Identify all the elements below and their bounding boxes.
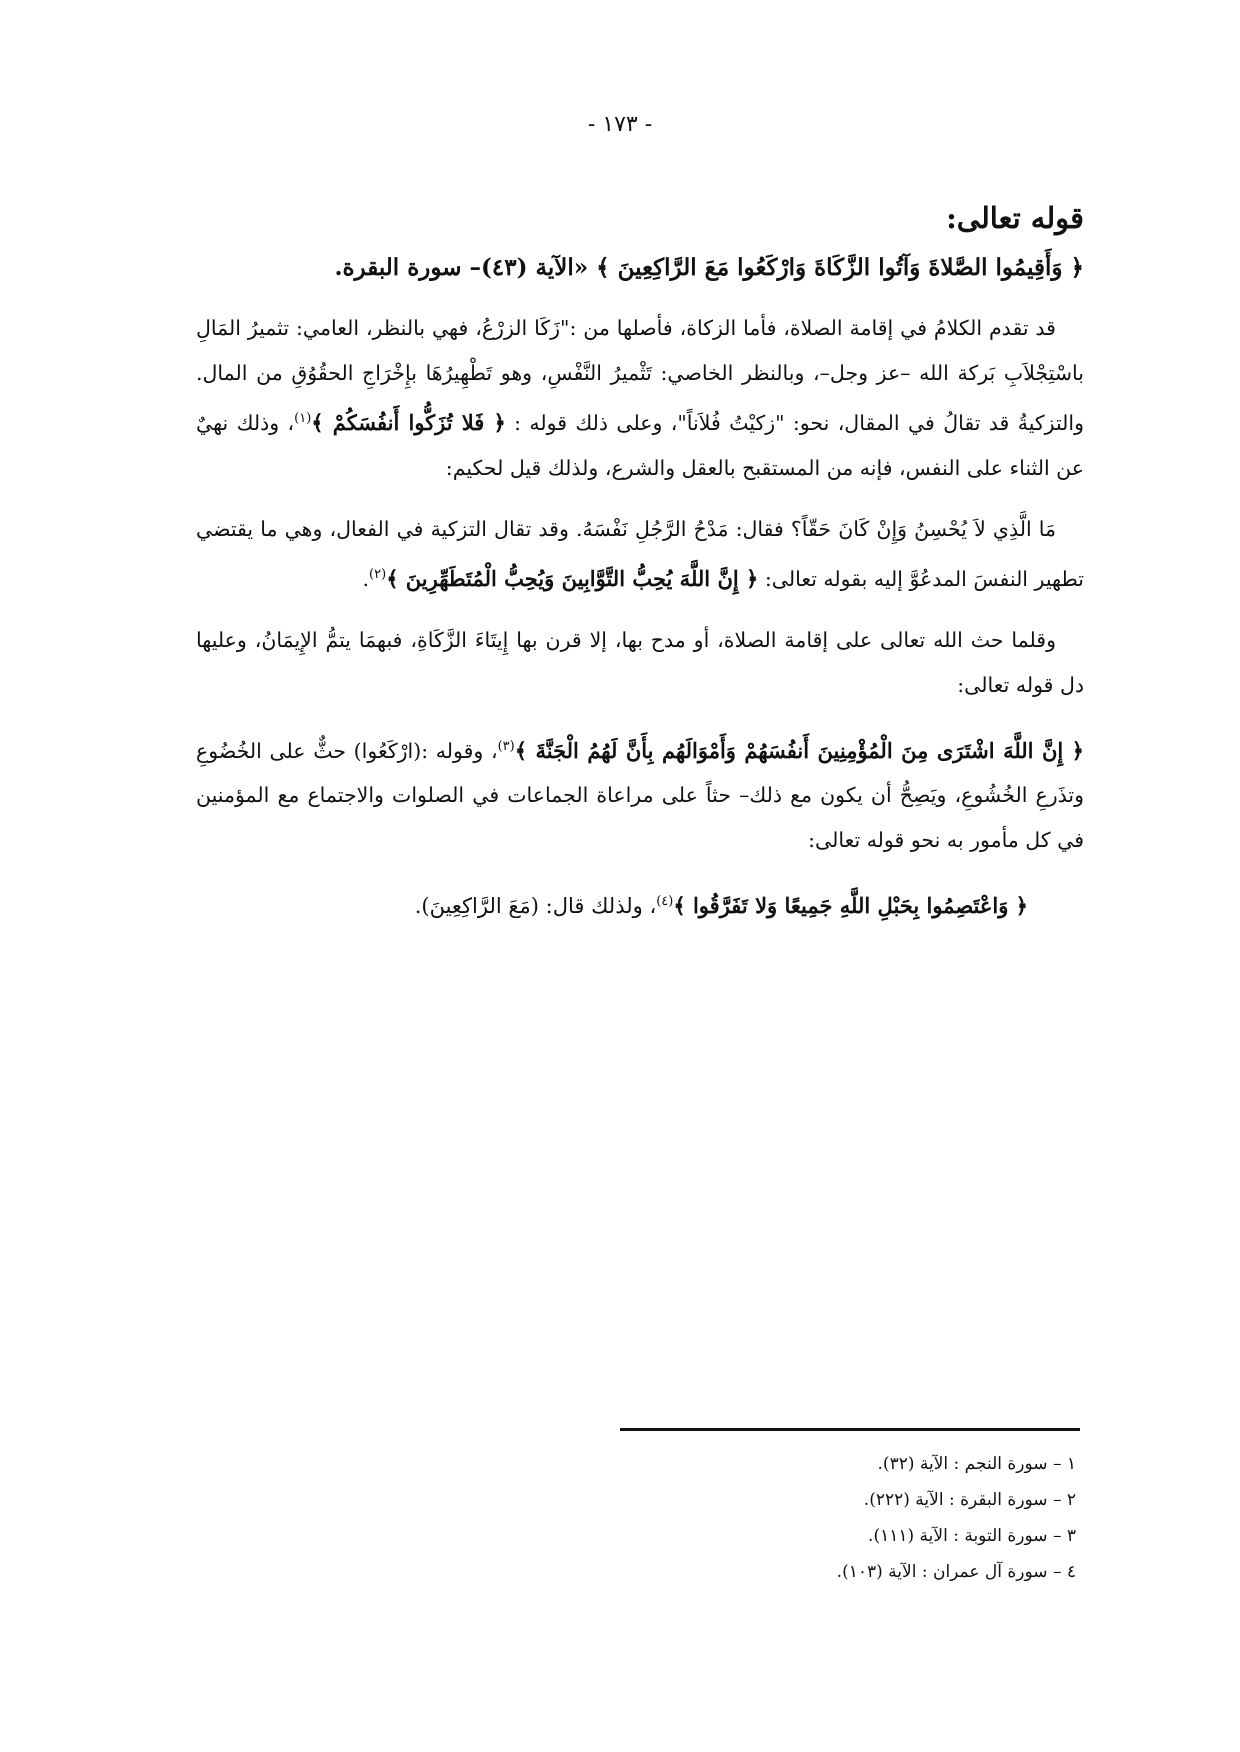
quran-quote: ﴿ إِنَّ اللَّهَ اشْتَرَى مِنَ الْمُؤْمِنِينَ أَنفُسَهُمْ وَأَمْوَالَهُم بِأَنَّ لَهُمُ الْجَنَّةَ ﴾: [514, 737, 1084, 763]
quran-quote: ﴿ فَلا تُزَكُّوا أَنفُسَكُمْ ﴾: [311, 409, 506, 435]
paragraph-text: وقلما حث الله تعالى على إقامة الصلاة، أو مدح بها، إلا قرن بها إِيتَاءَ الزَّكَاةِ، فبهمَا يتمُّ الإِيمَانُ، وعليها دل قوله تعالى:: [196, 627, 1084, 697]
page-number: - ١٧٣ -: [587, 112, 653, 137]
paragraph-final-verse: [196, 879, 1084, 929]
footnote-4: ٤ – سورة آل عمران : الآية (١٠٣).: [836, 1562, 1076, 1582]
paragraph-self-praise: [196, 507, 1084, 602]
footnote-ref: (٢): [369, 566, 387, 582]
paragraph-text: ، ولذلك قال: (مَعَ الرَّاكِعِينَ).: [414, 894, 657, 919]
paragraph-zakat-meaning: [196, 306, 1084, 491]
paragraph-text: قد تقدم الكلامُ في إقامة الصلاة، فأما الزكاة، فأصلها من :"زَكَا الزرْعُ، فهي بالنظر، العامي: تثميرُ المَالِ باسْتِجْلاَبِ بَركة الله –عز وجل–، وبالنظر الخاصي: تَثْميرُ النَّفْسِ، وهو تَطْهِيرُهَا بإِخْرَاجِ الحقُوُقِ من المال. والتزكيةُ قد تقالُ في المقال، نحو: "زكيْتُ فُلاَناً"، وعلى ذلك قوله :: [196, 316, 1084, 435]
paragraph-text: مَا الَّذِي لاَ يُحْسِنُ وَإِنْ كَانَ حَقّاً؟ فقال: مَدْحُ الرَّجُلِ نَفْسَهُ. وقد تقال التزكية في الفعال، وهي ما يقتضي تطهير النفسَ المدعُوَّ إليه بقوله تعالى:: [196, 516, 1084, 591]
footnote-1: ١ – سورة النجم : الآية (٣٢).: [877, 1454, 1076, 1474]
main-verse: ﴿ وَأَقِيمُوا الصَّلاةَ وَآتُوا الزَّكَاةَ وَارْكَعُوا مَعَ الرَّاكِعِينَ ﴾ «الآية (٤٣)– سورة البقرة.: [334, 254, 1084, 281]
page-body: [196, 198, 1084, 929]
paragraph-text: .: [362, 566, 370, 591]
footnotes: [620, 1446, 1076, 1590]
paragraph-bowing: [196, 724, 1084, 864]
footnote-3: ٣ – سورة التوبة : الآية (١١١).: [868, 1526, 1076, 1546]
footnote-2: ٢ – سورة البقرة : الآية (٢٢٢).: [863, 1490, 1076, 1510]
footnote-ref: (٤): [656, 894, 674, 910]
paragraph-text: ، وقوله :(ارْكَعُوا) حثٌّ على الخُضُوعِ وتذَرعِ الخُشُوعِ، ويَصِحُّ أن يكون مع ذلك– حثاً على مراعاة الجماعات في الصلوات والاجتماع مع المؤمنين في كل مأمور به نحو قوله تعالى:: [196, 738, 1084, 853]
paragraph-text: ، وذلك نهيٌ عن الثناء على النفس، فإنه من المستقبح بالعقل والشرع، ولذلك قيل لحكيم:: [196, 410, 1084, 480]
quran-quote: ﴿ إِنَّ اللَّهَ يُحِبُّ التَّوَّابِينَ وَيُحِبُّ الْمُتَطَهِّرِينَ ﴾: [386, 565, 759, 591]
footnote-ref: (٣): [497, 738, 515, 754]
footnote-separator: [620, 1428, 1080, 1431]
footnote-ref: (١): [294, 411, 312, 426]
paragraph-prayer-zakat: [196, 618, 1084, 708]
quran-quote: ﴿ وَاعْتَصِمُوا بِحَبْلِ اللَّهِ جَمِيعًا وَلا تَفَرَّقُوا ﴾: [673, 893, 1028, 919]
section-heading: قوله تعالى:: [946, 201, 1084, 235]
